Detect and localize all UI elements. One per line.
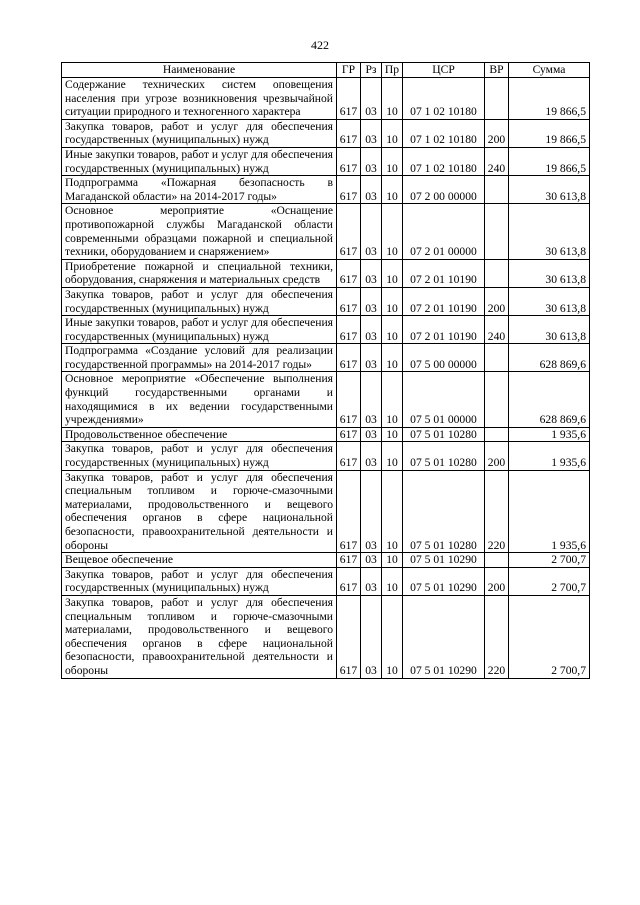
cell-sum: 1 935,6 — [509, 470, 590, 553]
cell-name: Иные закупки товаров, работ и услуг для обеспечения государственных (муниципальных) нужд — [62, 316, 337, 344]
cell-sum: 30 613,8 — [509, 204, 590, 259]
cell-csr: 07 5 01 10280 — [403, 470, 485, 553]
cell-gr: 617 — [337, 567, 361, 595]
cell-name: Продовольственное обеспечение — [62, 427, 337, 442]
cell-name: Иные закупки товаров, работ и услуг для обеспечения государственных (муниципальных) нужд — [62, 147, 337, 175]
cell-name: Закупка товаров, работ и услуг для обеспечения государственных (муниципальных) нужд — [62, 119, 337, 147]
header-pr: Пр — [382, 63, 403, 78]
cell-gr: 617 — [337, 442, 361, 470]
table-row — [62, 427, 590, 442]
cell-sum: 30 613,8 — [509, 316, 590, 344]
cell-rz: 03 — [361, 78, 382, 120]
table-row — [62, 78, 590, 120]
cell-pr: 10 — [382, 427, 403, 442]
cell-vr: 200 — [485, 442, 509, 470]
cell-gr: 617 — [337, 147, 361, 175]
cell-pr: 10 — [382, 204, 403, 259]
cell-name: Вещевое обеспечение — [62, 553, 337, 568]
header-sum: Сумма — [509, 63, 590, 78]
cell-rz: 03 — [361, 567, 382, 595]
cell-pr: 10 — [382, 344, 403, 372]
cell-vr — [485, 176, 509, 204]
cell-vr: 240 — [485, 316, 509, 344]
cell-rz: 03 — [361, 204, 382, 259]
cell-rz: 03 — [361, 595, 382, 678]
cell-name: Закупка товаров, работ и услуг для обеспечения специальным топливом и горюче-смазочными материалами, продовольственного и вещевого обеспечения органов в сфере национальной безопасности, правоохранительной деятельности и обороны — [62, 470, 337, 553]
cell-csr: 07 5 01 10290 — [403, 567, 485, 595]
cell-name: Основное мероприятие «Оснащение противопожарной службы Магаданской области современными образцами пожарной и специальной техники, оборудованием и снаряжением» — [62, 204, 337, 259]
cell-rz: 03 — [361, 372, 382, 427]
cell-pr: 10 — [382, 287, 403, 315]
cell-rz: 03 — [361, 119, 382, 147]
cell-vr: 220 — [485, 470, 509, 553]
cell-vr: 200 — [485, 287, 509, 315]
cell-gr: 617 — [337, 372, 361, 427]
cell-vr: 240 — [485, 147, 509, 175]
cell-vr: 200 — [485, 567, 509, 595]
cell-rz: 03 — [361, 316, 382, 344]
cell-csr: 07 1 02 10180 — [403, 119, 485, 147]
cell-sum: 1 935,6 — [509, 442, 590, 470]
cell-name: Закупка товаров, работ и услуг для обеспечения государственных (муниципальных) нужд — [62, 567, 337, 595]
table-header-row — [62, 63, 590, 78]
table-row — [62, 567, 590, 595]
cell-sum: 30 613,8 — [509, 287, 590, 315]
table-row — [62, 204, 590, 259]
cell-pr: 10 — [382, 78, 403, 120]
table-row — [62, 176, 590, 204]
cell-rz: 03 — [361, 259, 382, 287]
cell-pr: 10 — [382, 567, 403, 595]
cell-gr: 617 — [337, 259, 361, 287]
cell-pr: 10 — [382, 259, 403, 287]
cell-gr: 617 — [337, 78, 361, 120]
cell-gr: 617 — [337, 316, 361, 344]
cell-csr: 07 2 01 00000 — [403, 204, 485, 259]
cell-sum: 2 700,7 — [509, 553, 590, 568]
cell-sum: 2 700,7 — [509, 567, 590, 595]
table-row — [62, 372, 590, 427]
header-gr: ГР — [337, 63, 361, 78]
cell-gr: 617 — [337, 344, 361, 372]
cell-pr: 10 — [382, 372, 403, 427]
cell-rz: 03 — [361, 147, 382, 175]
cell-pr: 10 — [382, 553, 403, 568]
table-row — [62, 316, 590, 344]
table-row — [62, 147, 590, 175]
cell-sum: 19 866,5 — [509, 147, 590, 175]
cell-rz: 03 — [361, 470, 382, 553]
cell-sum: 30 613,8 — [509, 176, 590, 204]
cell-sum: 30 613,8 — [509, 259, 590, 287]
cell-pr: 10 — [382, 147, 403, 175]
cell-vr — [485, 427, 509, 442]
cell-gr: 617 — [337, 470, 361, 553]
page-number: 422 — [311, 38, 329, 52]
cell-csr: 07 5 00 00000 — [403, 344, 485, 372]
header-name: Наименование — [62, 63, 337, 78]
cell-vr — [485, 372, 509, 427]
cell-vr — [485, 78, 509, 120]
cell-csr: 07 1 02 10180 — [403, 147, 485, 175]
cell-name: Закупка товаров, работ и услуг для обеспечения государственных (муниципальных) нужд — [62, 442, 337, 470]
table-row — [62, 287, 590, 315]
table-row — [62, 553, 590, 568]
budget-table — [61, 62, 590, 679]
cell-sum: 19 866,5 — [509, 78, 590, 120]
cell-name: Закупка товаров, работ и услуг для обеспечения государственных (муниципальных) нужд — [62, 287, 337, 315]
cell-vr: 220 — [485, 595, 509, 678]
cell-vr — [485, 204, 509, 259]
cell-gr: 617 — [337, 119, 361, 147]
cell-gr: 617 — [337, 204, 361, 259]
cell-csr: 07 5 01 10280 — [403, 442, 485, 470]
cell-rz: 03 — [361, 442, 382, 470]
cell-pr: 10 — [382, 470, 403, 553]
cell-name: Содержание технических систем оповещения населения при угрозе возникновения чрезвычайной ситуации природного и техногенного характера — [62, 78, 337, 120]
cell-name: Подпрограмма «Создание условий для реализации государственной программы» на 2014-2017 годы» — [62, 344, 337, 372]
cell-csr: 07 2 00 00000 — [403, 176, 485, 204]
cell-pr: 10 — [382, 316, 403, 344]
cell-rz: 03 — [361, 553, 382, 568]
cell-csr: 07 5 01 10290 — [403, 553, 485, 568]
cell-vr: 200 — [485, 119, 509, 147]
cell-name: Закупка товаров, работ и услуг для обеспечения специальным топливом и горюче-смазочными материалами, продовольственного и вещевого обеспечения органов в сфере национальной безопасности, правоохранительной деятельности и обороны — [62, 595, 337, 678]
table-body — [62, 78, 590, 679]
cell-csr: 07 2 01 10190 — [403, 287, 485, 315]
cell-vr — [485, 553, 509, 568]
header-csr: ЦСР — [403, 63, 485, 78]
table-row — [62, 442, 590, 470]
cell-gr: 617 — [337, 553, 361, 568]
cell-sum: 2 700,7 — [509, 595, 590, 678]
table-row — [62, 470, 590, 553]
cell-gr: 617 — [337, 176, 361, 204]
table-row — [62, 259, 590, 287]
table-row — [62, 595, 590, 678]
cell-name: Подпрограмма «Пожарная безопасность в Магаданской области» на 2014-2017 годы» — [62, 176, 337, 204]
cell-sum: 19 866,5 — [509, 119, 590, 147]
cell-pr: 10 — [382, 176, 403, 204]
header-vr: ВР — [485, 63, 509, 78]
cell-csr: 07 2 01 10190 — [403, 259, 485, 287]
cell-name: Основное мероприятие «Обеспечение выполнения функций государственными органами и находящимися в их ведении государственными учреждениями» — [62, 372, 337, 427]
table-row — [62, 344, 590, 372]
cell-gr: 617 — [337, 595, 361, 678]
cell-pr: 10 — [382, 442, 403, 470]
header-rz: Рз — [361, 63, 382, 78]
cell-name: Приобретение пожарной и специальной техники, оборудования, снаряжения и материальных средств — [62, 259, 337, 287]
table-row — [62, 119, 590, 147]
cell-sum: 628 869,6 — [509, 344, 590, 372]
cell-pr: 10 — [382, 595, 403, 678]
cell-gr: 617 — [337, 287, 361, 315]
cell-csr: 07 2 01 10190 — [403, 316, 485, 344]
cell-rz: 03 — [361, 427, 382, 442]
cell-csr: 07 5 01 00000 — [403, 372, 485, 427]
cell-pr: 10 — [382, 119, 403, 147]
cell-csr: 07 5 01 10280 — [403, 427, 485, 442]
cell-vr — [485, 344, 509, 372]
cell-gr: 617 — [337, 427, 361, 442]
cell-rz: 03 — [361, 287, 382, 315]
cell-csr: 07 5 01 10290 — [403, 595, 485, 678]
cell-vr — [485, 259, 509, 287]
cell-rz: 03 — [361, 176, 382, 204]
cell-rz: 03 — [361, 344, 382, 372]
cell-sum: 1 935,6 — [509, 427, 590, 442]
cell-csr: 07 1 02 10180 — [403, 78, 485, 120]
cell-sum: 628 869,6 — [509, 372, 590, 427]
